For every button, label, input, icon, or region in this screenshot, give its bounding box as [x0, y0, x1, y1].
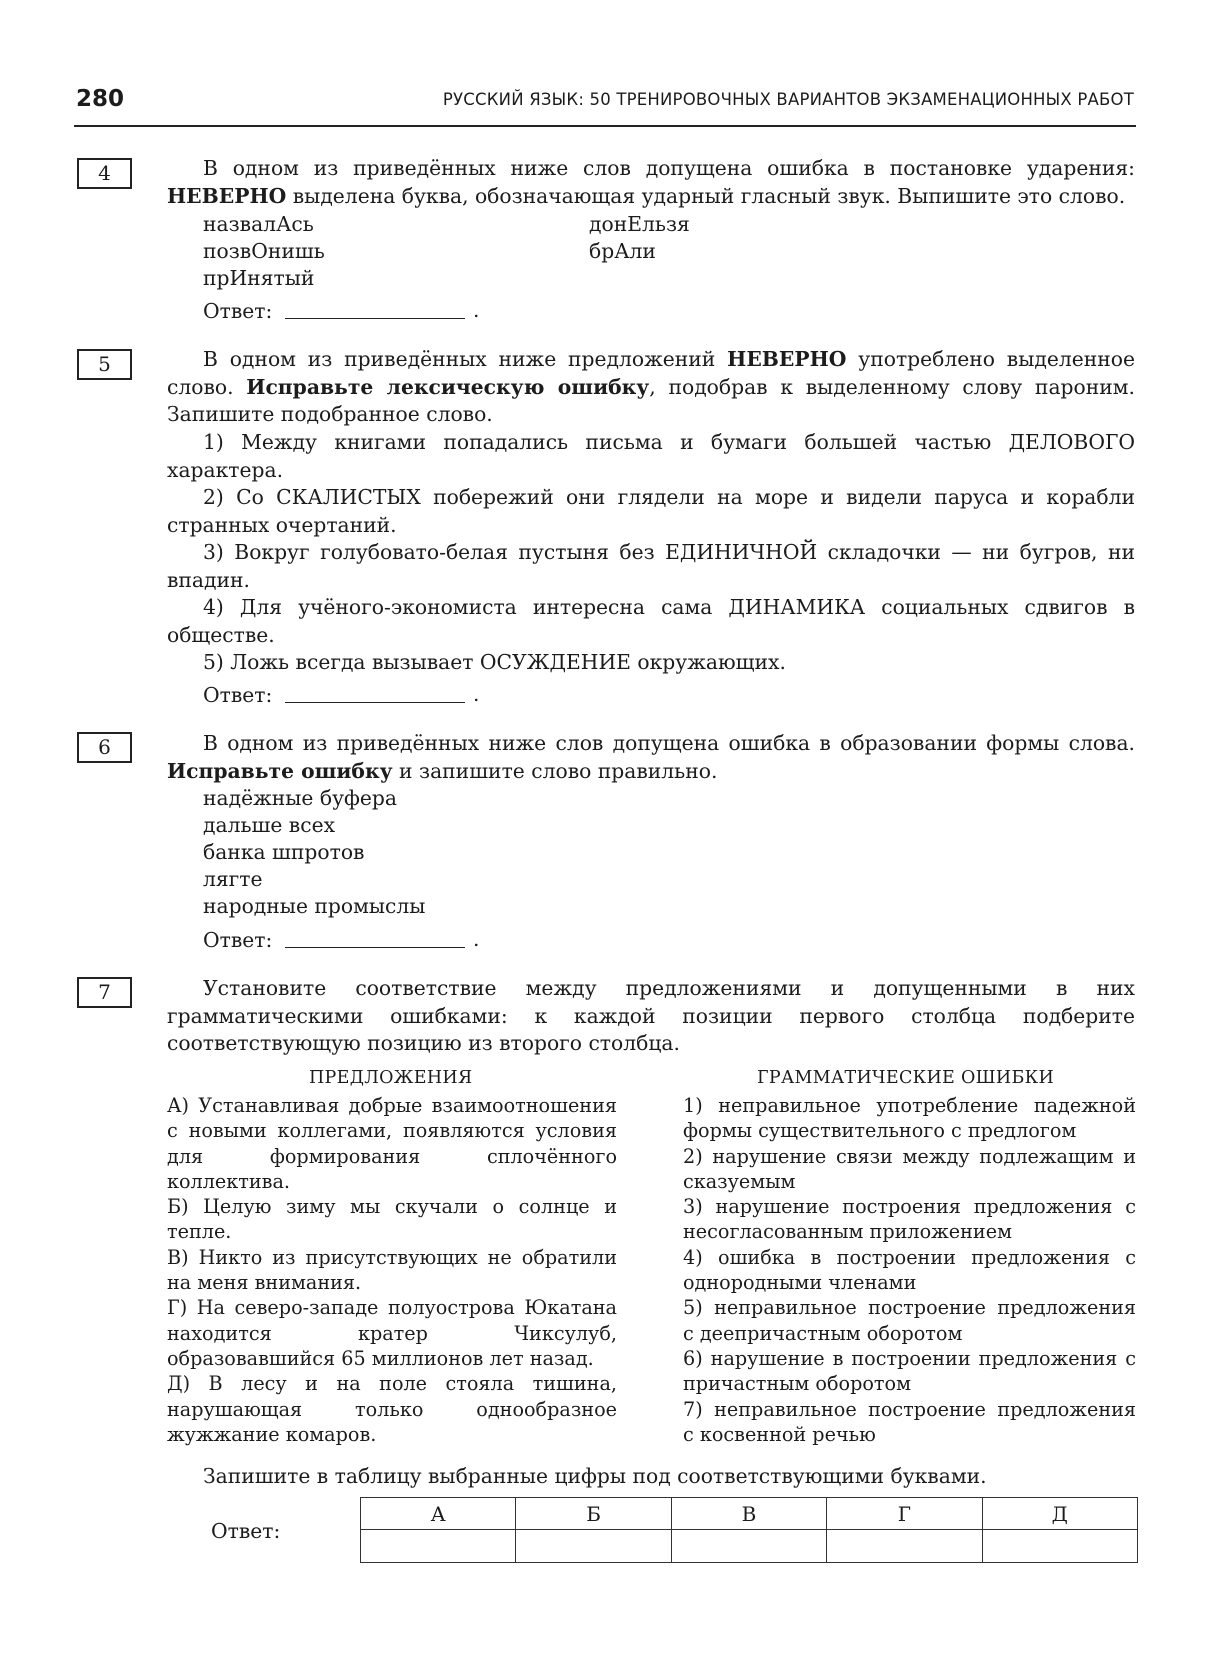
table-letter: В — [671, 1498, 826, 1530]
sentence-item: В) Никто из присутствующих не обратили на меня внимания. — [167, 1245, 617, 1295]
error-item: 1) неправильное употребление падежной формы существительного с предлогом — [683, 1094, 1136, 1143]
table-letter: Б — [516, 1498, 671, 1530]
table-letter: А — [361, 1498, 516, 1530]
task-5-item: 4) Для учёного-экономиста интересна сама ДИНАМИКА социальных сдвигов в обществе. — [167, 595, 1135, 647]
table-instruction: Запишите в таблицу выбранные цифры под соответствующими буквами. — [203, 1464, 987, 1488]
task-number-5: 5 — [77, 349, 132, 380]
right-column-header: ГРАММАТИЧЕСКИЕ ОШИБКИ — [757, 1068, 1055, 1088]
task-4-word: позвОнишь — [203, 239, 325, 263]
answer-cell[interactable] — [671, 1530, 826, 1563]
answer-dot: . — [473, 298, 480, 322]
running-header: РУССКИЙ ЯЗЫК: 50 ТРЕНИРОВОЧНЫХ ВАРИАНТОВ ЭКЗАМЕНАЦИОННЫХ РАБОТ — [442, 90, 1134, 109]
task-number-7: 7 — [77, 977, 132, 1008]
sentence-item: Б) Целую зиму мы скучали о солнце и тепле. — [167, 1195, 617, 1244]
error-item: 7) неправильное построение предложения с косвенной речью — [683, 1397, 1136, 1446]
answer-cell[interactable] — [361, 1530, 516, 1563]
answer-cell[interactable] — [516, 1530, 671, 1563]
task-4-prompt: В одном из приведённых ниже слов допущена ошибка в постановке ударения: НЕВЕРНО выделена буква, обозначающая ударный гласный звук. Выпишите это слово. — [167, 156, 1135, 208]
task-6-prompt: В одном из приведённых ниже слов допущена ошибка в образовании формы слова. Исправьте ошибку и запишите слово правильно. — [167, 731, 1135, 783]
task-5-prompt: В одном из приведённых ниже предложений НЕВЕРНО употреблено выделенное слово. Исправьте лексическую ошибку, подобрав к выделенному слову пароним. Запишите подобранное слово. — [167, 347, 1135, 426]
table-answer-label: Ответ: — [211, 1519, 281, 1543]
answer-dot: . — [473, 682, 480, 706]
answer-line[interactable] — [285, 947, 465, 948]
error-item: 4) ошибка в построении предложения с однородными членами — [683, 1245, 1136, 1295]
answer-dot: . — [473, 927, 480, 951]
task-number-6: 6 — [77, 732, 132, 763]
task-5-item: 2) Со СКАЛИСТЫХ побережий они глядели на море и видели паруса и корабли странных очертаний. — [167, 485, 1135, 537]
sentence-item: А) Устанавливая добрые взаимоотношения с новыми коллегами, появляются условия для формирования сплочённого коллектива. — [167, 1094, 617, 1193]
task-4-word: назвалАсь — [203, 212, 314, 236]
task-5-item: 3) Вокруг голубовато-белая пустыня без ЕДИНИЧНОЙ складочки — ни бугров, ни впадин. — [167, 540, 1135, 592]
answer-label: Ответ: — [203, 299, 273, 323]
task-7-prompt: Установите соответствие между предложениями и допущенными в них грамматическими ошибками: к каждой позиции первого столбца подберите соответствующую позицию из второго столбца. — [167, 976, 1135, 1055]
error-item: 2) нарушение связи между подлежащим и сказуемым — [683, 1144, 1136, 1193]
error-item: 5) неправильное построение предложения с деепричастным оборотом — [683, 1296, 1136, 1345]
task-6-word: народные промыслы — [203, 894, 426, 918]
sentences-column — [167, 1093, 617, 1447]
task-4-word: донЕльзя — [589, 212, 690, 236]
answer-cell[interactable] — [827, 1530, 982, 1563]
answer-cell[interactable] — [982, 1530, 1137, 1563]
task-6-word: лягте — [203, 867, 263, 891]
left-column-header: ПРЕДЛОЖЕНИЯ — [309, 1068, 473, 1088]
task-5-item: 1) Между книгами попадались письма и бумаги большей частью ДЕЛОВОГО характера. — [167, 430, 1135, 482]
task-6-word: надёжные буфера — [203, 786, 397, 810]
error-item: 6) нарушение в построении предложения с причастным оборотом — [683, 1346, 1136, 1396]
task-6-word: дальше всех — [203, 813, 336, 837]
task-4-word: прИнятый — [203, 266, 315, 290]
header-rule — [74, 125, 1136, 127]
page-number: 280 — [76, 86, 125, 112]
answer-line[interactable] — [285, 702, 465, 703]
sentence-item: Д) В лесу и на поле стояла тишина, нарушающая только однообразное жужжание комаров. — [167, 1372, 617, 1446]
task-number-4: 4 — [77, 158, 132, 189]
sentence-item: Г) На северо-западе полуострова Юкатана находится кратер Чиксулуб, образовавшийся 65 миллионов лет назад. — [167, 1296, 617, 1370]
task-4-word: брАли — [589, 239, 656, 263]
answer-line[interactable] — [285, 318, 465, 319]
table-letter: Д — [982, 1498, 1137, 1530]
table-letter: Г — [827, 1498, 982, 1530]
answer-table — [360, 1497, 1138, 1563]
answer-label: Ответ: — [203, 928, 273, 952]
answer-label: Ответ: — [203, 683, 273, 707]
error-item: 3) нарушение построения предложения с несогласованным приложением — [683, 1195, 1136, 1244]
task-6-word: банка шпротов — [203, 840, 365, 864]
task-5-item: 5) Ложь всегда вызывает ОСУЖДЕНИЕ окружающих. — [203, 650, 786, 674]
errors-column — [683, 1093, 1136, 1447]
